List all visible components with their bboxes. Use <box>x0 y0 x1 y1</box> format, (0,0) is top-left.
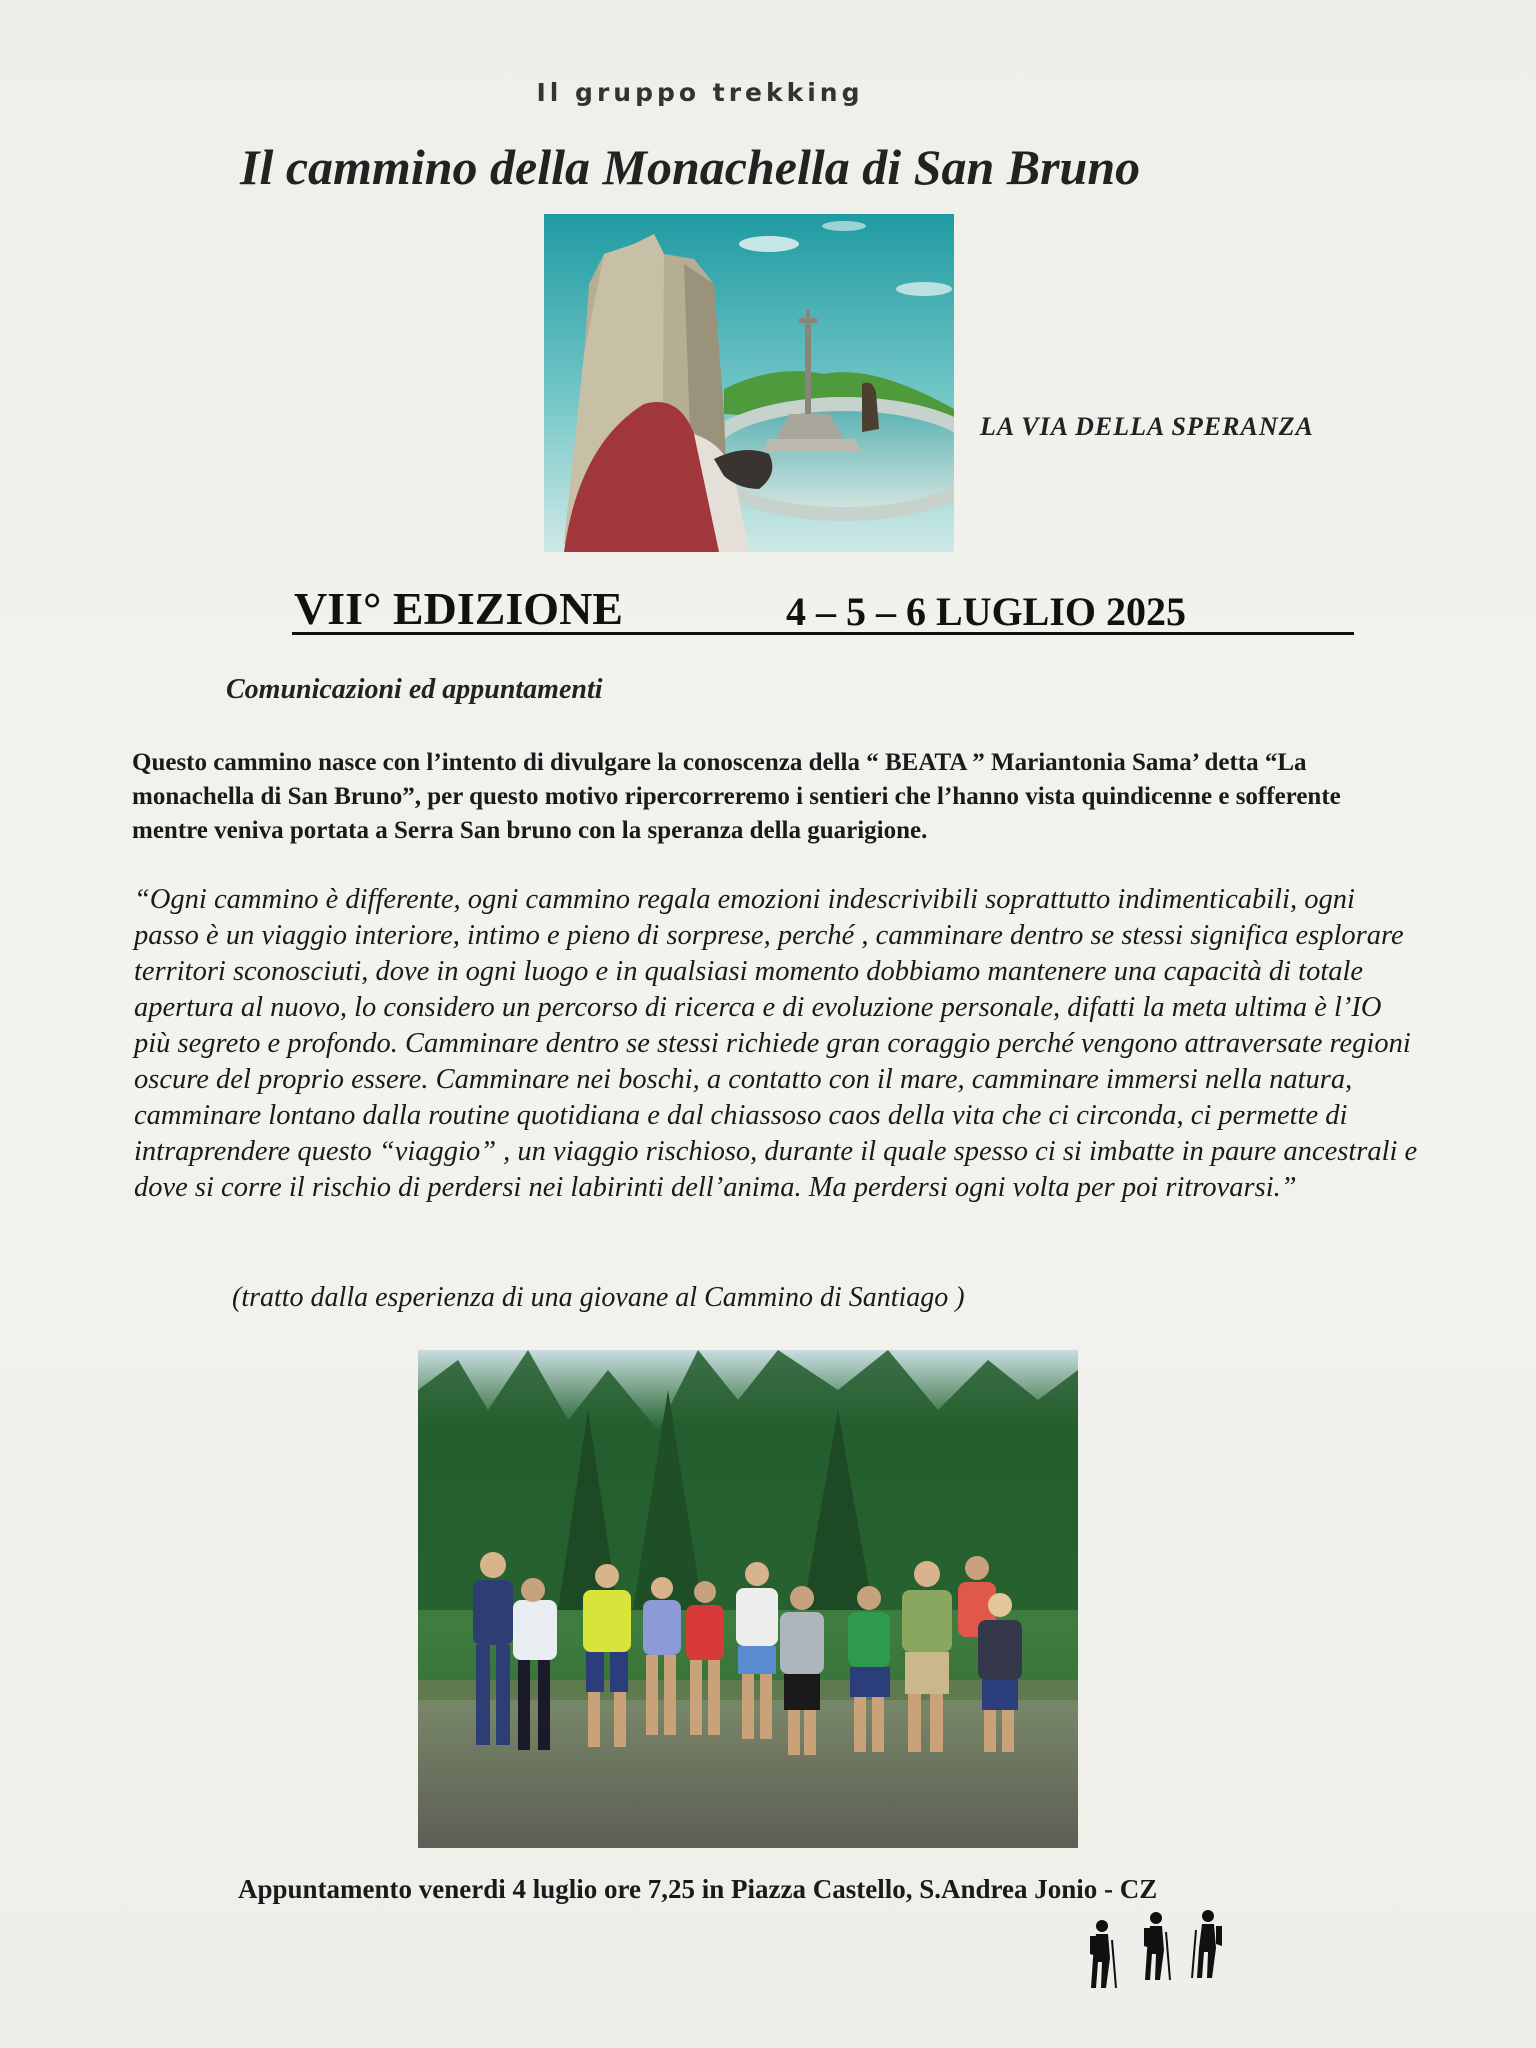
edition-date: 4 – 5 – 6 LUGLIO 2025 <box>786 589 1187 634</box>
edition-label: VII° EDIZIONE <box>294 583 623 634</box>
group-photo <box>418 1350 1078 1848</box>
quote-paragraph: “Ogni cammino è differente, ogni cammino regala emozioni indescrivibili soprattutto indimenticabili, ogni passo è un viaggio interiore, intimo e pieno di sorprese, perché , camminare dentro se stessi significa esplorare territori sconosciuti, dove in ogni luogo e in qualsiasi momento dobbiamo mantenere una capacità di totale apertura al nuovo, lo considero un percorso di ricerca e di evoluzione personale, difatti la meta ultima è l’IO più segreto e profondo. Camminare dentro se stessi richiede gran coraggio perché vengono attraversate regioni oscure del proprio essere. Camminare nei boschi, a contatto con il mare, camminare immersi nella natura, camminare lontano dalla routine quotidiana e dal chiassoso caos della vita che ci circonda, ci permette di intraprendere questo “viaggio” , un viaggio rischioso, durante il quale spesso ci si imbatte in paure ancestrali e dove si corre il rischio di perdersi nei labirinti dell’anima. Ma perdersi ogni volta per poi ritrovarsi.” <box>134 884 1418 1203</box>
group-subtitle: Il gruppo trekking <box>536 78 864 107</box>
section-heading: Comunicazioni ed appuntamenti <box>226 674 603 705</box>
painting-illustration <box>544 214 954 552</box>
tagline: LA VIA DELLA SPERANZA <box>980 412 1314 441</box>
quote-source: (tratto dalla esperienza di una giovane al Cammino di Santiago ) <box>232 1282 965 1313</box>
intro-paragraph: Questo cammino nasce con l’intento di divulgare la conoscenza della “ BEATA ” Mariantonia Sama’ detta “La monachella di San Bruno”, per questo motivo ripercorreremo i sentieri che l’hanno vista quindicenne e sofferente mentre veniva portata a Serra San bruno con la speranza della guarigione. <box>132 749 1341 844</box>
hikers-icon <box>1084 1910 1234 1988</box>
page-title: Il cammino della Monachella di San Bruno <box>240 139 1141 195</box>
appointment-info: Appuntamento venerdi 4 luglio ore 7,25 in Piazza Castello, S.Andrea Jonio - CZ <box>238 1874 1158 1904</box>
edition-banner <box>292 582 1354 635</box>
